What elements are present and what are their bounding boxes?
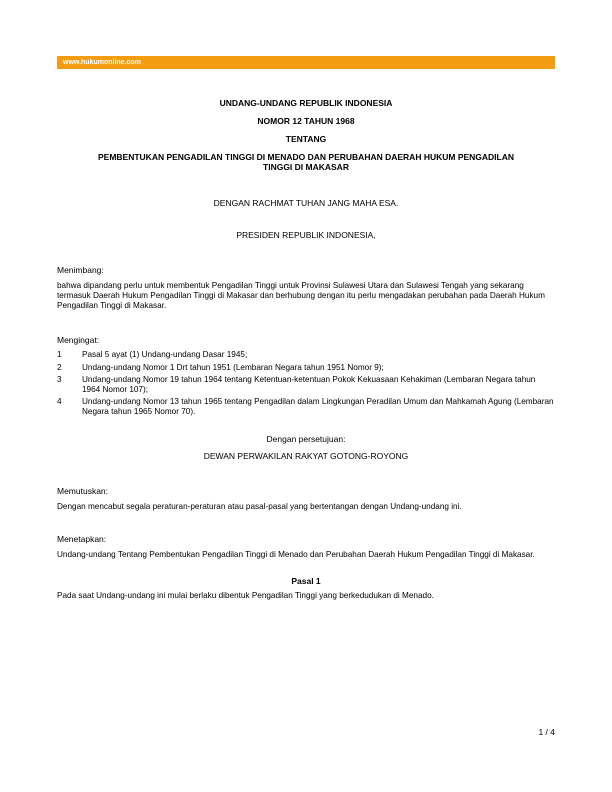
- rachmat-line: DENGAN RACHMAT TUHAN JANG MAHA ESA.: [213, 198, 399, 208]
- menimbang-text: bahwa dipandang perlu untuk membentuk Pengadilan Tinggi untuk Provinsi Sulawesi Utara dan Sulawesi Tengah yang sekarang termasuk Daerah Hukum Pengadilan Tinggi di Makasar dan berhubung dengan itu perlu mengadakan perubahan pada Daerah Hukum Pengadilan Tinggi di Makasar.: [57, 281, 545, 310]
- pasal-1-text: Pada saat Undang-undang ini mulai berlaku dibentuk Pengadilan Tinggi yang berkedudukan di Menado.: [57, 591, 434, 600]
- menimbang-label: Menimbang:: [57, 265, 104, 275]
- law-tentang: TENTANG: [285, 134, 327, 144]
- list-item: [57, 397, 555, 416]
- persetujuan-body: DEWAN PERWAKILAN RAKYAT GOTONG-ROYONG: [203, 451, 409, 461]
- list-item: [57, 375, 555, 394]
- document-page: [57, 56, 555, 601]
- law-subject-line-1: PEMBENTUKAN PENGADILAN TINGGI DI MENADO DAN PERUBAHAN DAERAH HUKUM PENGADILAN: [97, 152, 515, 162]
- persetujuan-label: Dengan persetujuan:: [266, 434, 346, 444]
- list-item-number: 4: [57, 397, 62, 406]
- list-item-text: Undang-undang Nomor 1 Drt tahun 1951 (Lembaran Negara tahun 1951 Nomor 9);: [82, 362, 384, 372]
- list-item-number: 1: [57, 350, 62, 359]
- memutuskan-text: Dengan mencabut segala peraturan-peraturan atau pasal-pasal yang bertentangan dengan Undang-undang ini.: [57, 502, 462, 511]
- list-item-text: Pasal 5 ayat (1) Undang-undang Dasar 1945;: [82, 350, 248, 359]
- list-item-number: 3: [57, 375, 62, 384]
- list-item-text: Undang-undang Nomor 13 tahun 1965 tentang Pengadilan dalam Lingkungan Peradilan Umum dan Mahkamah Agung (Lembaran Negara tahun 1965 Nomor 70).: [82, 397, 554, 416]
- memutuskan-label: Memutuskan:: [57, 486, 109, 496]
- list-item: [57, 350, 555, 360]
- page-number: 1 / 4: [538, 727, 555, 737]
- law-number: NOMOR 12 TAHUN 1968: [257, 116, 355, 126]
- site-header-bar: [57, 56, 555, 69]
- menetapkan-text: Undang-undang Tentang Pembentukan Pengadilan Tinggi di Menado dan Perubahan Daerah Hukum Pengadilan Tinggi di Makasar.: [57, 550, 535, 559]
- site-url[interactable]: www.hukumonline.com: [63, 59, 141, 66]
- law-subject-line-2: TINGGI DI MAKASAR: [263, 162, 349, 172]
- pasal-1-title: Pasal 1: [291, 576, 321, 586]
- mengingat-label: Mengingat:: [57, 335, 100, 345]
- list-item-text: Undang-undang Nomor 19 tahun 1964 tentang Ketentuan-ketentuan Pokok Kekuasaan Kehakiman (Lembaran Negara tahun 1964 Nomor 107);: [82, 375, 536, 394]
- law-title: UNDANG-UNDANG REPUBLIK INDONESIA: [219, 98, 393, 108]
- list-item: [57, 363, 555, 373]
- menetapkan-label: Menetapkan:: [57, 534, 107, 544]
- presiden-line: PRESIDEN REPUBLIK INDONESIA,: [236, 230, 376, 240]
- title-block: [57, 98, 555, 172]
- list-item-number: 2: [57, 362, 62, 372]
- mengingat-list: [57, 350, 555, 416]
